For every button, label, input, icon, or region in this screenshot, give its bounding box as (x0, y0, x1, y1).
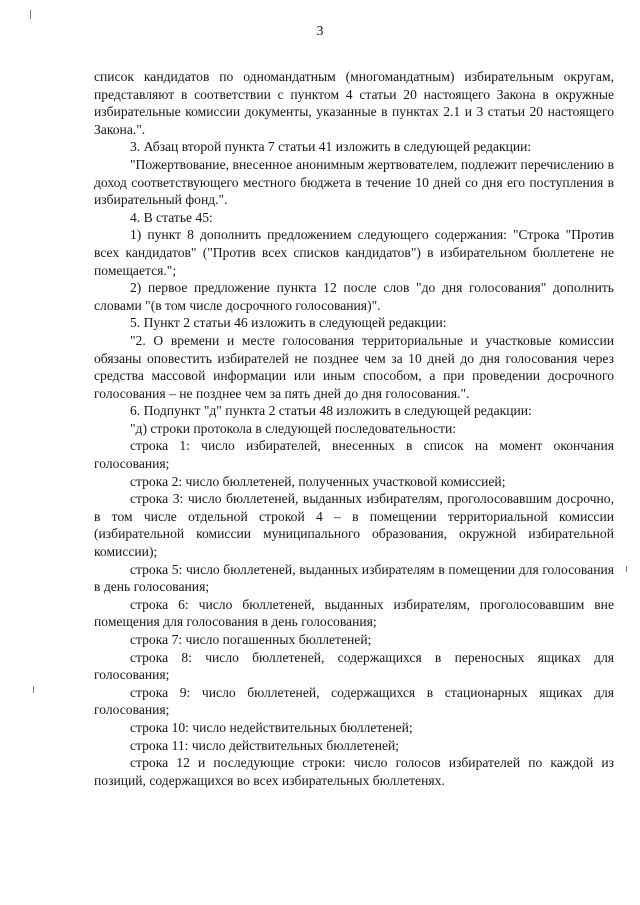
protocol-line-7: строка 7: число погашенных бюллетеней; (130, 632, 372, 647)
protocol-line-6: строка 6: число бюллетеней, выданных избирателям, проголосовавшим вне помещения для голосования в день голосования; (94, 596, 614, 630)
paragraph-quote-donation: "Пожертвование, внесенное анонимным жертвователем, подлежит перечислению в доход соответствующего местного бюджета в течение 10 дней со дня его поступления в избирательный фонд.". (94, 156, 614, 208)
scan-mark-top-left (30, 10, 31, 19)
paragraph-protocol-lines-intro: "д) строки протокола в следующей последовательности: (130, 420, 457, 436)
protocol-line-1: строка 1: число избирателей, внесенных в список на момент окончания голосования; (94, 438, 614, 472)
page-number: 3 (316, 24, 324, 39)
protocol-line-3: строка 3: число бюллетеней, выданных избирателям, проголосовавшим досрочно, в том числе отдельной строкой 4 – в помещении территориальной комиссии (избирательной комиссии муниципального образования, окружной избирательной комиссии); (94, 491, 614, 560)
protocol-line-9: строка 9: число бюллетеней, содержащихся в стационарных ящиках для голосования; (94, 684, 614, 718)
protocol-line-8: строка 8: число бюллетеней, содержащихся в переносных ящиках для голосования; (94, 649, 614, 683)
scan-mark-left (33, 686, 34, 693)
paragraph-subitem-2: 2) первое предложение пункта 12 после слов "до дня голосования" дополнить словами "(в том числе досрочного голосования)". (94, 280, 614, 313)
protocol-line-10: строка 10: число недействительных бюллетеней; (130, 719, 413, 735)
paragraph-item-3: 3. Абзац второй пункта 7 статьи 41 изложить в следующей редакции: (130, 139, 532, 155)
paragraph-quote-voting-time: "2. О времени и месте голосования территориальные и участковые комиссии обязаны оповестить избирателей не позднее чем за 10 дней до дня голосования через средства массовой информации или иным способом, а при проведении досрочного голосования – не позднее чем за пять дней до дня голосования.". (94, 332, 614, 401)
protocol-line-5: строка 5: число бюллетеней, выданных избирателям в помещении для голосования в день голосования; (94, 561, 614, 595)
paragraph-item-4: 4. В статье 45: (130, 209, 213, 225)
protocol-line-11: строка 11: число действительных бюллетеней; (130, 737, 400, 753)
paragraph-continuation: список кандидатов по одномандатным (многомандатным) избирательным округам, представляют в соответствии с пунктом 4 статьи 20 настоящего Закона в окружные избирательные комиссии документы, указанные в пунктах 2.1 и 3 статьи 20 настоящего Закона.". (94, 69, 614, 137)
protocol-line-2: строка 2: число бюллетеней, полученных участковой комиссией; (130, 473, 506, 489)
paragraph-item-5: 5. Пункт 2 статьи 46 изложить в следующей редакции: (130, 315, 447, 331)
paragraph-subitem-1: 1) пункт 8 дополнить предложением следующего содержания: "Строка "Против всех кандидатов" ("Против всех списков кандидатов") в избирательном бюллетене не помещается."; (94, 227, 614, 278)
document-body (94, 68, 614, 789)
scan-mark-right (626, 566, 627, 572)
protocol-line-12: строка 12 и последующие строки: число голосов избирателей по каждой из позиций, содержащихся во всех избирательных бюллетенях. (94, 755, 614, 788)
paragraph-item-6: 6. Подпункт "д" пункта 2 статьи 48 изложить в следующей редакции: (130, 403, 532, 419)
